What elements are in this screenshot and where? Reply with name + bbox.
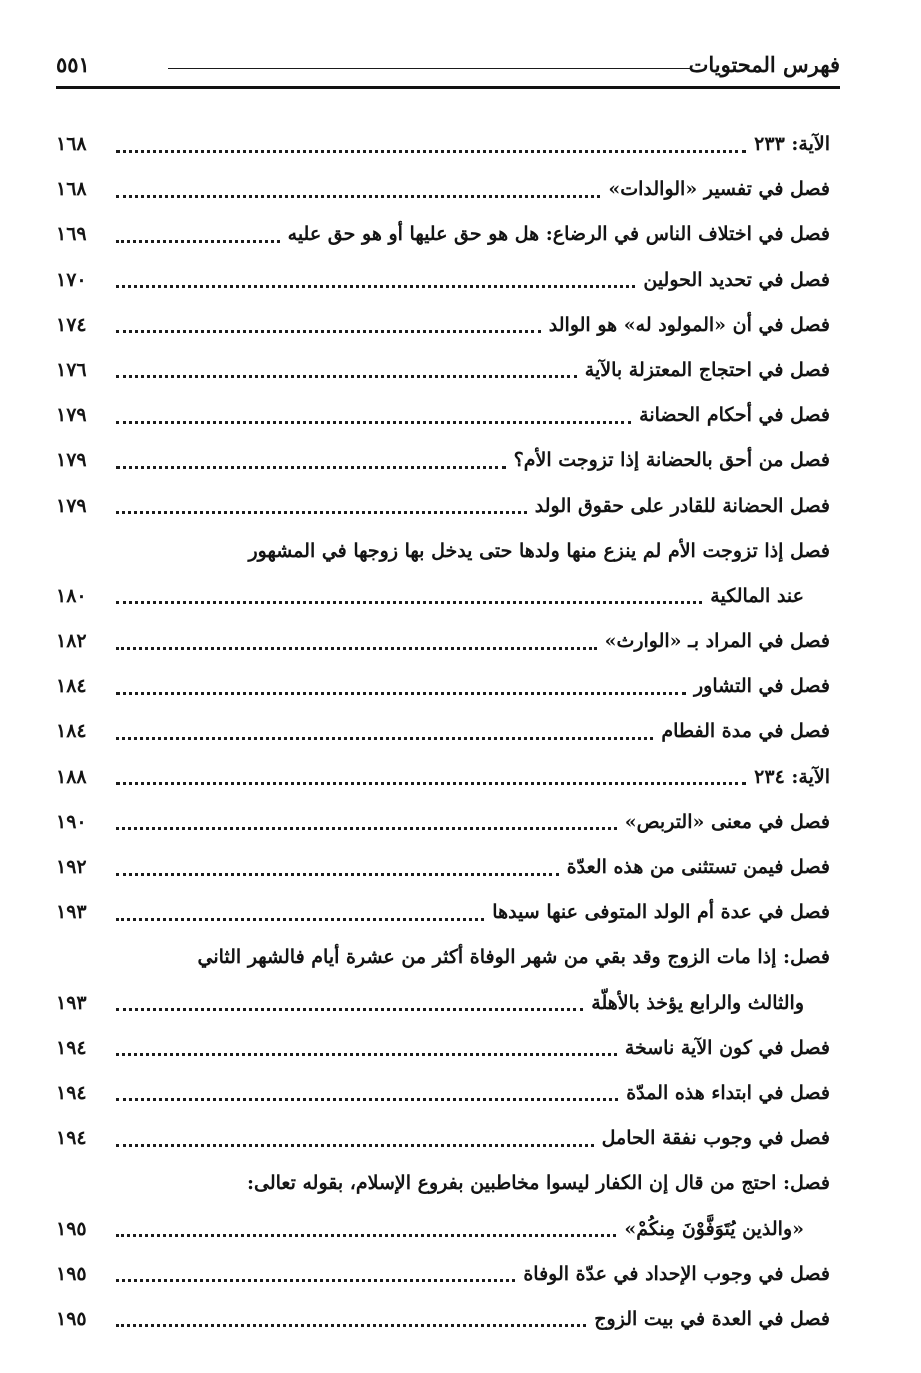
toc-entry — [56, 1118, 830, 1158]
leader-dots — [116, 692, 686, 695]
toc-entry-page: ١٧٩ — [56, 449, 87, 472]
leader-dots — [116, 330, 541, 333]
leader-dots — [116, 918, 484, 921]
toc-row — [56, 391, 830, 436]
toc-entry — [56, 847, 830, 887]
toc-entry-title: فصل في المراد بـ «الوارث» — [604, 630, 830, 653]
page-number: ٥٥١ — [56, 52, 90, 77]
toc-entry — [56, 395, 830, 435]
toc-entry — [56, 1299, 830, 1339]
toc-entry-continuation — [56, 576, 804, 616]
leader-dots — [116, 466, 506, 469]
toc-entry — [56, 757, 830, 797]
leader-dots — [116, 873, 559, 876]
leader-dots — [116, 1324, 586, 1327]
toc-row — [56, 1295, 830, 1340]
toc-entry-page: ١٩٤ — [56, 1127, 87, 1150]
toc-row — [56, 301, 830, 346]
toc-entry — [56, 937, 830, 977]
toc-row — [56, 662, 830, 707]
page-header — [56, 44, 840, 84]
toc-entry — [56, 260, 830, 300]
toc-entry-title: فصل في وجوب الإحداد في عدّة الوفاة — [523, 1262, 830, 1285]
leader-dots — [116, 1098, 618, 1101]
toc-entry-page: ١٨٠ — [56, 584, 87, 607]
toc-entry-page: ١٦٨ — [56, 133, 87, 155]
leader-dots — [116, 827, 617, 830]
toc-entry-title: عند المالكية — [710, 584, 804, 607]
toc-entry-title: فصل في اختلاف الناس في الرضاع: هل هو حق عليها أو هو حق عليه — [287, 223, 830, 246]
toc-entry-page: ١٩٣ — [56, 901, 87, 924]
toc-entry — [56, 486, 830, 526]
header-rule — [56, 86, 840, 89]
toc-entry-title: فصل في ابتداء هذه المدّة — [626, 1081, 830, 1104]
toc-entry — [56, 214, 830, 254]
toc-entry — [56, 1073, 830, 1113]
leader-dots — [116, 1234, 616, 1237]
toc-entry — [56, 892, 830, 932]
toc-row — [56, 617, 830, 662]
leader-dots — [116, 737, 653, 740]
toc-entry-title: فصل: إذا مات الزوج وقد بقي من شهر الوفاة أكثر من عشرة أيام فالشهر الثاني — [197, 946, 830, 969]
toc-row — [56, 1024, 830, 1069]
toc-row — [56, 482, 830, 527]
toc-row — [56, 572, 830, 617]
toc-entry — [56, 666, 830, 706]
toc-entry-page: ١٨٤ — [56, 675, 87, 698]
toc-entry — [56, 169, 830, 209]
toc-entry-page: ١٩٣ — [56, 991, 87, 1014]
toc-row — [56, 346, 830, 391]
toc-entry-title: والثالث والرابع يؤخذ بالأهلّة — [591, 991, 804, 1014]
leader-dots — [116, 647, 597, 650]
toc-entry — [56, 350, 830, 390]
leader-dots — [116, 150, 746, 153]
toc-row — [56, 1159, 830, 1204]
toc-entry-page: ١٧٩ — [56, 494, 87, 517]
toc-row — [56, 753, 830, 798]
toc-entry — [56, 1028, 830, 1068]
toc-row — [56, 256, 830, 301]
toc-entry-page: ١٦٨ — [56, 178, 87, 201]
toc-row — [56, 707, 830, 752]
toc-entry-title: فصل في عدة أم الولد المتوفى عنها سيدها — [492, 901, 830, 924]
header-divider-line — [168, 68, 692, 69]
toc-row — [56, 210, 830, 255]
toc-entry-page: ١٧٠ — [56, 268, 87, 291]
table-of-contents — [56, 120, 830, 1340]
toc-entry-title: فصل في تحديد الحولين — [643, 268, 830, 291]
toc-row — [56, 436, 830, 481]
toc-entry-page: ١٩٥ — [56, 1262, 87, 1285]
toc-entry-page: ١٧٤ — [56, 313, 87, 336]
toc-entry-title: فصل الحضانة للقادر على حقوق الولد — [534, 494, 830, 517]
toc-entry-page: ١٨٢ — [56, 630, 87, 653]
toc-entry — [56, 711, 830, 751]
toc-row — [56, 527, 830, 572]
toc-row — [56, 1114, 830, 1159]
toc-entry-title: فصل في أن «المولود له» هو الوالد — [548, 313, 830, 336]
toc-row — [56, 979, 830, 1024]
toc-entry-title: فصل في التشاور — [694, 675, 830, 698]
toc-entry-page: ١٩٤ — [56, 1036, 87, 1059]
toc-row — [56, 120, 830, 165]
toc-entry-page: ١٩٥ — [56, 1307, 87, 1330]
toc-row — [56, 1069, 830, 1114]
toc-entry-title: فصل في احتجاج المعتزلة بالآية — [584, 358, 830, 381]
leader-dots — [116, 601, 702, 604]
toc-entry-title: فصل في معنى «التربص» — [624, 810, 830, 833]
toc-entry-title: فصل من أحق بالحضانة إذا تزوجت الأم؟ — [513, 449, 830, 472]
toc-entry-title: فصل في العدة في بيت الزوج — [594, 1307, 830, 1330]
toc-entry — [56, 440, 830, 480]
toc-entry — [56, 124, 830, 164]
toc-row — [56, 933, 830, 978]
toc-row — [56, 1205, 830, 1250]
toc-row — [56, 843, 830, 888]
toc-entry — [56, 621, 830, 661]
toc-entry-title: الآية: ٢٣٣ — [754, 133, 830, 155]
toc-entry-title: فصل في مدة الفطام — [661, 720, 830, 743]
toc-entry — [56, 1163, 830, 1203]
toc-row — [56, 798, 830, 843]
toc-entry — [56, 802, 830, 842]
toc-entry-page: ١٩٥ — [56, 1217, 87, 1240]
leader-dots — [116, 285, 635, 288]
leader-dots — [116, 375, 577, 378]
toc-entry-continuation — [56, 983, 804, 1023]
toc-entry-page: ١٧٩ — [56, 404, 87, 427]
leader-dots — [116, 240, 280, 243]
toc-entry-title: فصل في تفسير «الوالدات» — [608, 178, 830, 201]
leader-dots — [116, 1279, 515, 1282]
toc-entry — [56, 1254, 830, 1294]
toc-entry-continuation — [56, 1209, 804, 1249]
toc-row — [56, 165, 830, 210]
leader-dots — [116, 511, 527, 514]
toc-entry-page: ١٩٢ — [56, 856, 87, 878]
toc-entry-page: ١٧٦ — [56, 358, 87, 381]
leader-dots — [116, 782, 746, 785]
leader-dots — [116, 421, 631, 424]
toc-entry — [56, 305, 830, 345]
leader-dots — [116, 1008, 583, 1011]
toc-entry-page: ١٨٤ — [56, 720, 87, 743]
toc-entry-page: ١٩٠ — [56, 810, 87, 833]
leader-dots — [116, 1053, 617, 1056]
toc-entry-title: فصل في أحكام الحضانة — [639, 404, 830, 427]
toc-entry-title: فصل فيمن تستثنى من هذه العدّة — [566, 856, 830, 878]
toc-entry-title: فصل: احتج من قال إن الكفار ليسوا مخاطبين بفروع الإسلام، بقوله تعالى: — [246, 1172, 830, 1195]
toc-entry — [56, 531, 830, 571]
toc-entry-page: ١٩٤ — [56, 1081, 87, 1104]
toc-entry-title: فصل في وجوب نفقة الحامل — [601, 1127, 830, 1150]
toc-entry-title: فصل في كون الآية ناسخة — [624, 1036, 830, 1059]
toc-entry-title: الآية: ٢٣٤ — [754, 765, 830, 788]
toc-entry-page: ١٦٩ — [56, 223, 87, 246]
toc-entry-title: فصل إذا تزوجت الأم لم ينزع منها ولدها حتى يدخل بها زوجها في المشهور — [248, 539, 830, 562]
toc-entry-title: «والذين يُتَوَفَّوْنَ مِنكُمْ» — [624, 1217, 804, 1240]
toc-entry-page: ١٨٨ — [56, 765, 87, 788]
toc-row — [56, 1250, 830, 1295]
leader-dots — [116, 1144, 594, 1147]
header-title: فهرس المحتويات — [688, 52, 840, 77]
leader-dots — [116, 195, 600, 198]
toc-row — [56, 888, 830, 933]
